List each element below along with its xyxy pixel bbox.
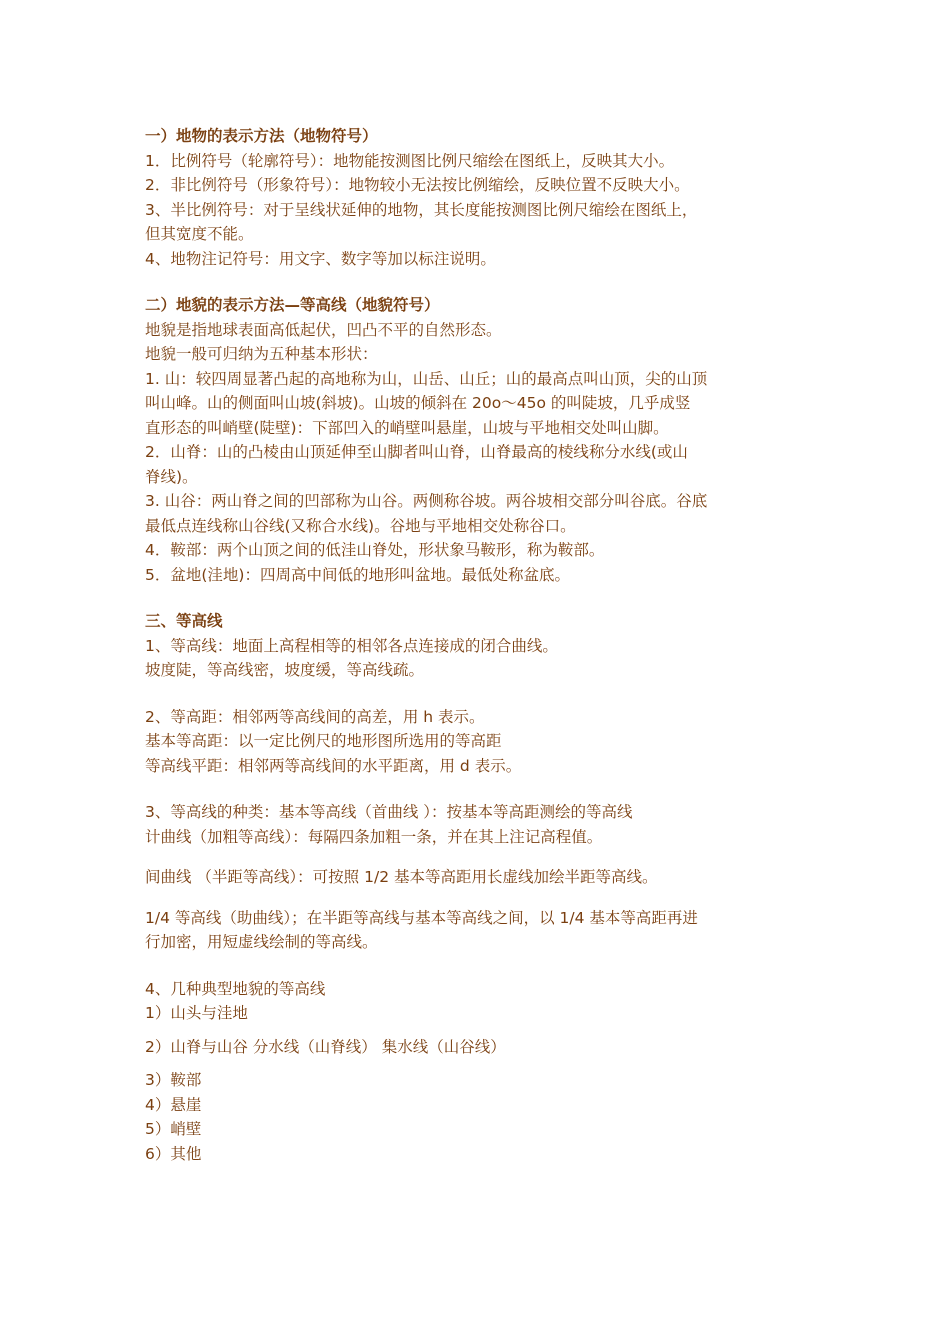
section3-line: 4）悬崖 [145, 1095, 202, 1114]
section2-heading: 二）地貌的表示方法—等高线（地貌符号） [145, 296, 440, 314]
section2-line: 4．鞍部：两个山顶之间的低洼山脊处，形状象马鞍形，称为鞍部。 [145, 541, 605, 559]
section3-line: 6）其他 [145, 1144, 202, 1163]
section1-line: 3、半比例符号：对于呈线状延伸的地物，其长度能按测图比例尺缩绘在图纸上， [145, 200, 698, 219]
section3-line: 间曲线 （半距等高线）：可按照 1/2 基本等高距用长虚线加绘半距等高线。 [145, 868, 658, 886]
section2-line: 5．盆地(洼地)：四周高中间低的地形叫盆地。最低处称盆底。 [145, 565, 570, 584]
section2-line: 叫山峰。山的侧面叫山坡(斜坡)。山坡的倾斜在 20o～45o 的叫陡坡，几乎成竖 [145, 394, 691, 412]
section2-line: 脊线)。 [145, 467, 198, 486]
section2-line: 2．山脊：山的凸棱由山顶延伸至山脚者叫山脊，山脊最高的棱线称分水线(或山 [145, 443, 688, 461]
section2-line: 最低点连线称山谷线(又称合水线)。谷地与平地相交处称谷口。 [145, 516, 576, 535]
section3-line: 4、几种典型地貌的等高线 [145, 979, 326, 998]
section2-line: 1. 山：较四周显著凸起的高地称为山，山岳、山丘；山的最高点叫山顶，尖的山顶 [145, 369, 708, 388]
section3-line: 坡度陡，等高线密，坡度缓，等高线疏。 [145, 661, 425, 679]
section3-line: 5）峭壁 [145, 1120, 202, 1138]
spacer [145, 1059, 815, 1068]
section1-line: 1．比例符号（轮廓符号）：地物能按测图比例尺缩绘在图纸上，反映其大小。 [145, 151, 675, 170]
spacer [145, 271, 815, 293]
section3-line: 等高线平距：相邻两等高线间的水平距离，用 d 表示。 [145, 756, 522, 775]
section3-line: 2、等高距：相邻两等高线间的高差，用 h 表示。 [145, 707, 485, 726]
section3-line: 3）鞍部 [145, 1071, 202, 1089]
section2-line: 地貌一般可归纳为五种基本形状： [145, 345, 378, 363]
spacer [145, 955, 815, 977]
section1-line: 2．非比例符号（形象符号）：地物较小无法按比例缩绘，反映位置不反映大小。 [145, 176, 690, 194]
section3-line: 1）山头与洼地 [145, 1004, 248, 1022]
section3-line: 计曲线（加粗等高线）：每隔四条加粗一条，并在其上注记高程值。 [145, 827, 603, 846]
section2-line: 直形态的叫峭壁(陡壁)：下部凹入的峭壁叫悬崖，山坡与平地相交处叫山脚。 [145, 418, 669, 437]
spacer [145, 587, 815, 609]
section3-line: 1、等高线：地面上高程相等的相邻各点连接成的闭合曲线。 [145, 636, 558, 655]
section3-line: 行加密，用短虚线绘制的等高线。 [145, 933, 378, 951]
section3-line: 1/4 等高线（助曲线）；在半距等高线与基本等高线之间，以 1/4 基本等高距再进 [145, 908, 698, 927]
section1-line: 4、地物注记符号：用文字、数字等加以标注说明。 [145, 249, 496, 268]
section2-line: 3. 山谷：两山脊之间的凹部称为山谷。两侧称谷坡。两谷坡相交部分叫谷底。谷底 [145, 492, 708, 510]
spacer [145, 778, 815, 800]
section3-line: 2）山脊与山谷 分水线（山脊线） 集水线（山谷线） [145, 1037, 506, 1056]
section1-heading: 一）地物的表示方法（地物符号） [145, 127, 378, 145]
section3-heading: 三、等高线 [145, 612, 223, 630]
spacer [145, 1026, 815, 1035]
spacer [145, 683, 815, 705]
section2-line: 地貌是指地球表面高低起伏，凹凸不平的自然形态。 [145, 320, 502, 339]
spacer [145, 890, 815, 906]
section3-line: 3、等高线的种类：基本等高线（首曲线 ）：按基本等高距测绘的等高线 [145, 803, 633, 821]
section3-line: 基本等高距：以一定比例尺的地形图所选用的等高距 [145, 732, 502, 750]
spacer [145, 849, 815, 865]
section1-line: 但其宽度不能。 [145, 225, 254, 243]
document-page [145, 124, 815, 1166]
